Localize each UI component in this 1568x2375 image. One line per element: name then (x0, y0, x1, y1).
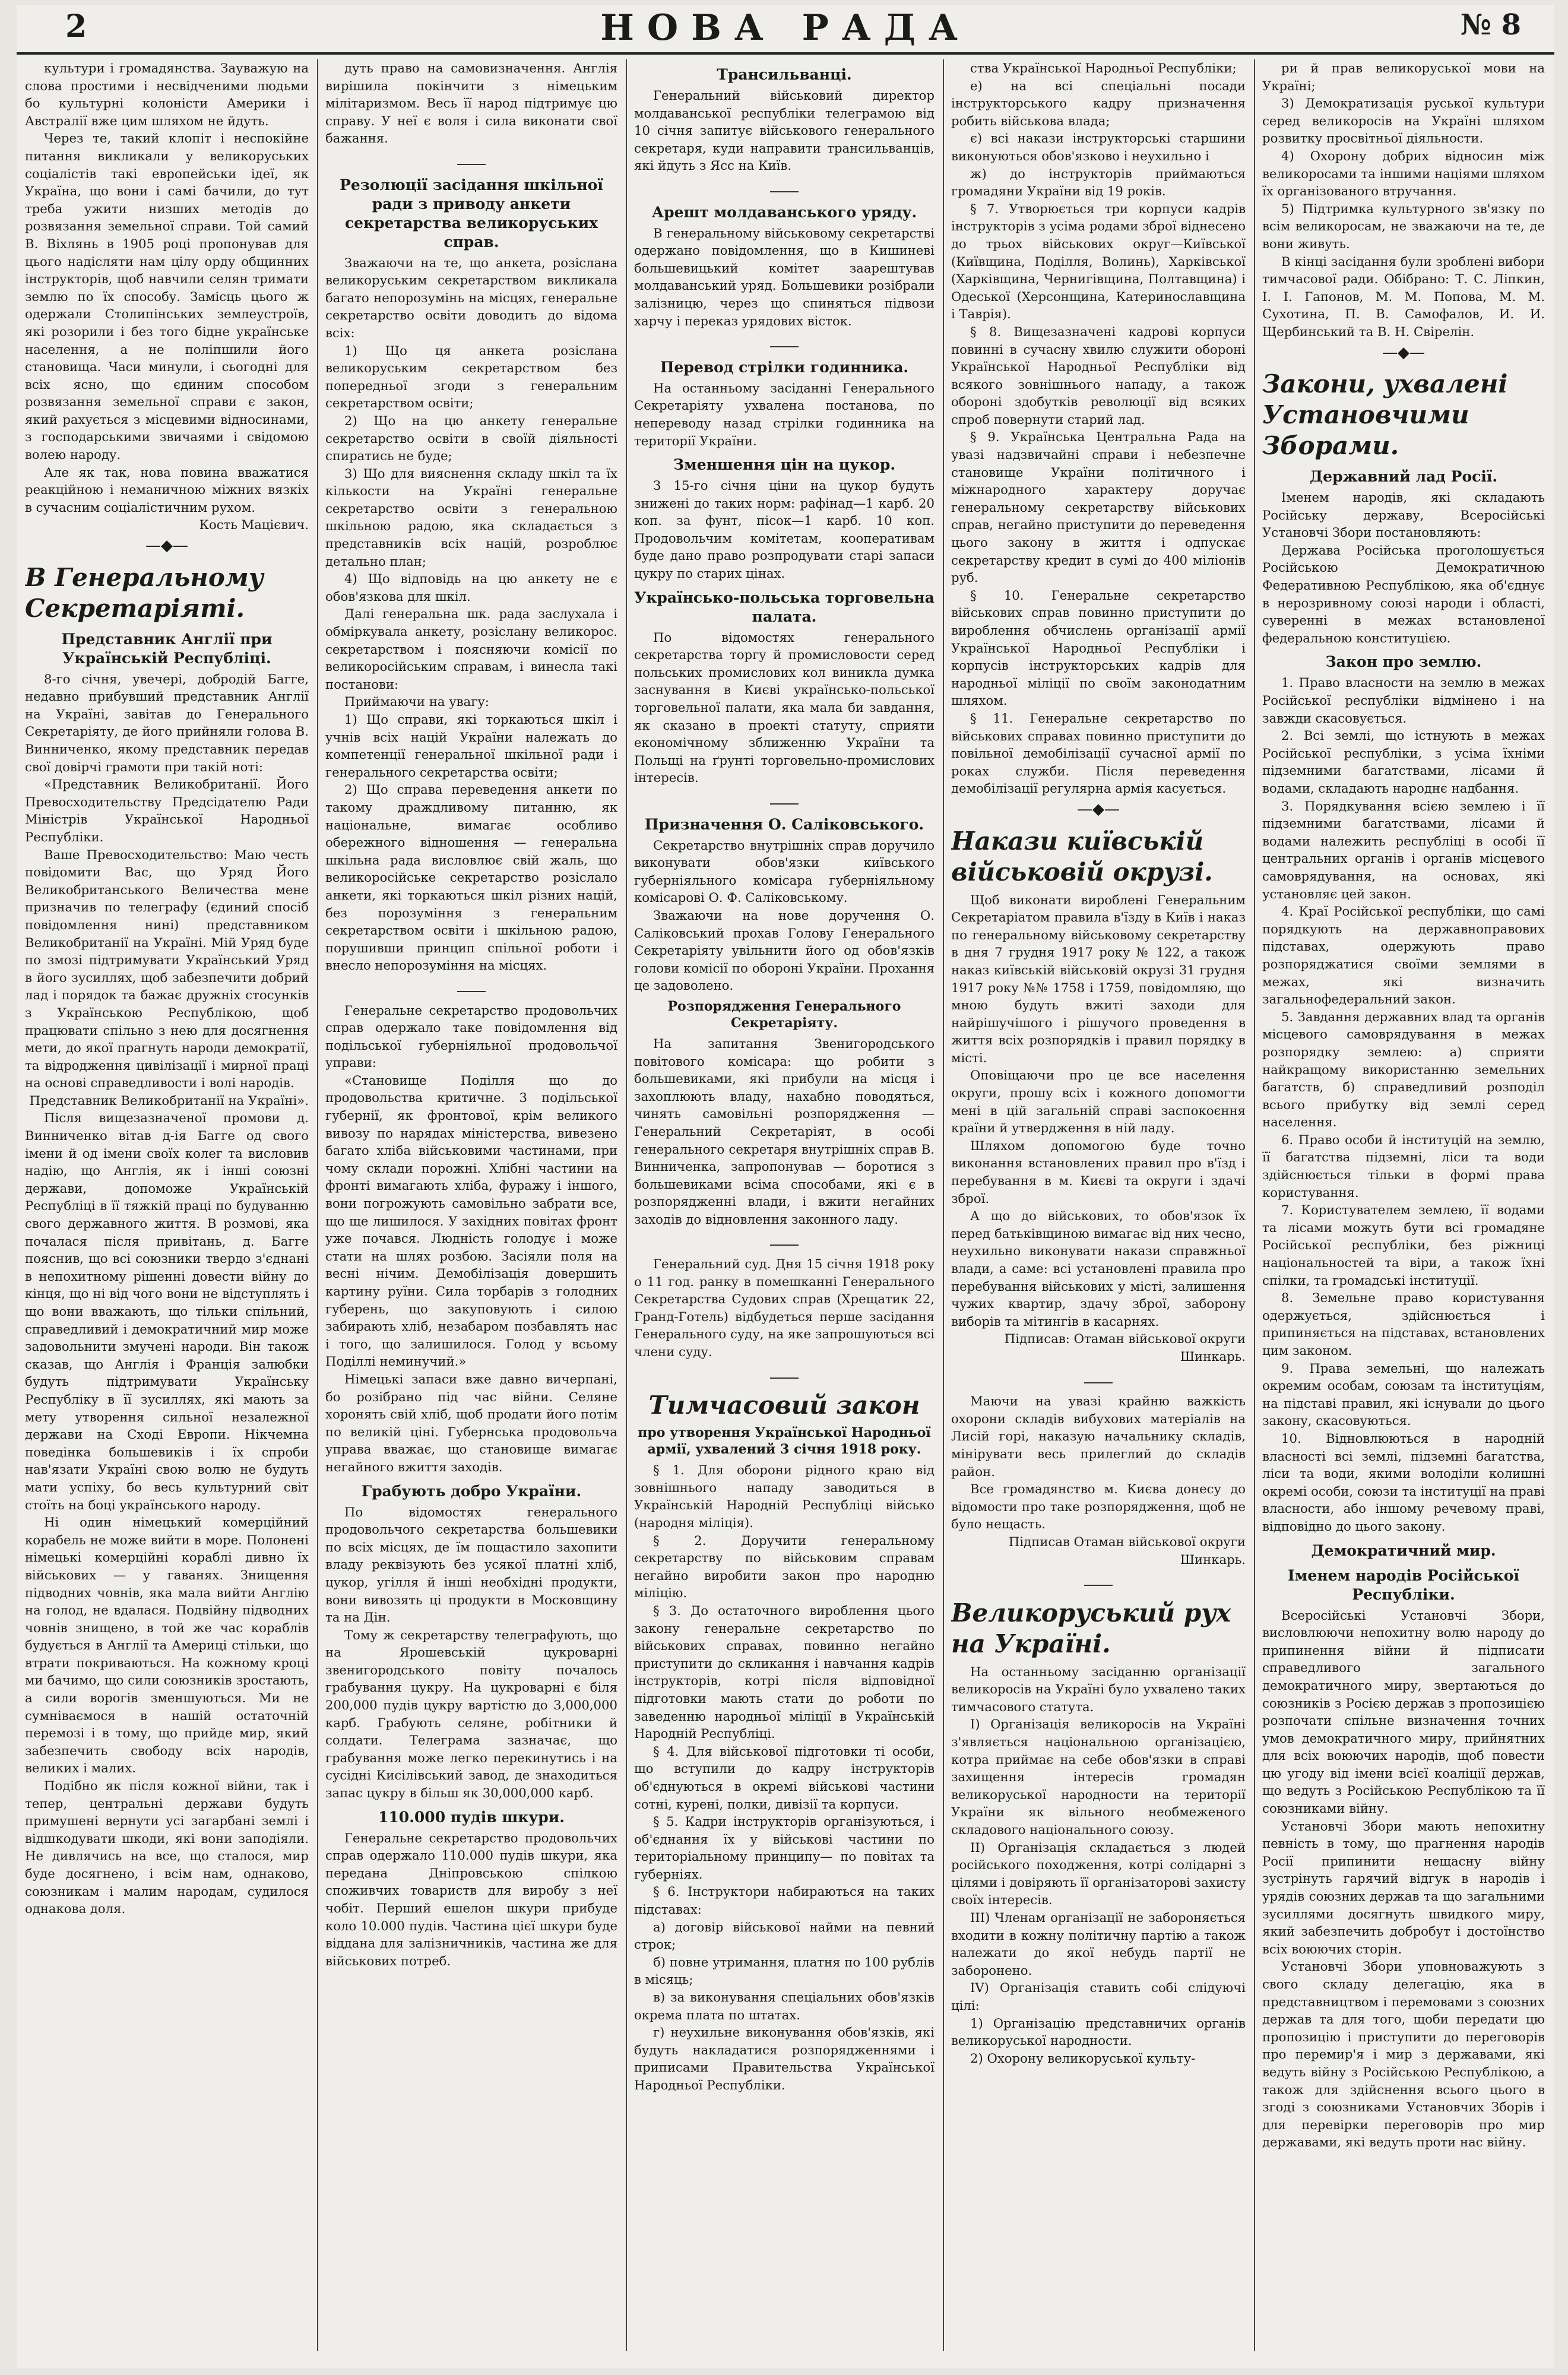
article-paragraph: 6. Право особи й інституцій на землю, її багатства підземні, ліси та води здійснюється тільки в формі права користування. (1262, 1132, 1545, 1200)
issue-number: № 8 (1460, 8, 1521, 42)
article-paragraph: Подібно як після кожної війни, так і тепер, центральні держави будуть примушені вернути усі загарбані землі і відшкодувати шкоди, які вони заподіяли. Не дивлячись на все, що сталося, мир буде досягнено, і всім нам, однаково, союзникам і малим народам, судилося однакова доля. (25, 1778, 309, 1917)
article-paragraph: Щоб виконати вироблені Генеральним Секретаріатом правила в'їзду в Київ і наказ по генеральному військовому секретарству в дня 7 грудня 1917 року № 122, а також наказ київській військовій окрузі 31 грудня 1917 року №№ 1758 і 1759, повідомляю, що мною будуть вжиті заходи для найрішучішого і рішучого проведення в життя всіх розпорядків і правил порядку в місті. (951, 892, 1246, 1065)
article-paragraph: 1) Організацію представничих органів великоруської народности. (951, 2015, 1246, 2048)
article-paragraph: б) повне утримання, платня по 100 рублів в місяць; (634, 1954, 935, 1987)
column-rule (1254, 59, 1255, 2351)
article-paragraph: Через те, такий клопіт і неспокійне питання викликали у великоруських соціалістів такі европейськи ідеї, як Україна, що вони і самі бачили, до тут треба ужити низших методів до розвязання земельної справи. Той самий В. Віхлянь в 1905 році пропонував для цього надісляти нам цілу орду общинних інструкторів, щоб навчили селян тримати землю по їх способу. Замісць цього ж одержали Столипінських землеустроїв, які розорили і без того бідне українське населення, а не поліпшили його становища. Часи минули, і сьогодні для всіх ясно, що єдиним способом розвязання земельної справи є закон, який рахується з місцевими відносинами, з господарськими звичаями і свідомою волею народу. (25, 131, 309, 463)
article-paragraph: § 4. Для військової підготовки ті особи, що вступили до кадру інструкторів об'єднуються в окремі військові частини сотні, курені, полки, дивізії та корпуси. (634, 1743, 935, 1812)
ornament-divider: —◆— (1382, 343, 1425, 362)
article-paragraph: А що до військових, то обов'язок їх перед батьківщиною вимагає від них чесно, неухильно виконувати накази справжньої влади, а саме: всі установлені правила про перебування військових у місті, залишення чужих квартир, здачу зброї, заборону виборів та мітингів в касарнях. (951, 1208, 1246, 1329)
article-paragraph: 9. Права земельні, що належать окремим особам, союзам та інституціям, на підставі правил, які існували до цього закону, скасовуються. (1262, 1360, 1545, 1429)
article-paragraph: 3) Що для вияснення складу шкіл та їх кількости на Україні генеральне секретарство освіти з генеральною шкільною радою, яка складається з представників всіх націй, розроблює детально план; (325, 466, 617, 569)
article-heading: Грабують добро України. (361, 1482, 582, 1500)
masthead (17, 5, 1554, 55)
article-heading: Іменем народів Російської Республіки. (1288, 1566, 1519, 1603)
section-heading: Тимчасовий закон (648, 1391, 920, 1420)
column-2 (325, 59, 617, 2351)
article-paragraph: Шляхом допомогою буде точно виконання встановлених правил про в'їзд і перебування в м. Києві та округи і здачі зброї. (951, 1138, 1246, 1206)
article-paragraph: Зважаючи на нове доручення О. Саліковський прохав Голову Генерального Секретаріяту увільнити його од обов'язків голови комісії по обороні України. Прохання це задоволено. (634, 907, 935, 993)
article-paragraph: 10. Відновлюються в народній власності всі землі, підземні багатства, ліси та води, якими володіли колишні окремі особи, союзи та інституції на праві власности, або іншому речевому праві, відповідно до цього закону. (1262, 1430, 1545, 1534)
article-paragraph: На запитання Звенигородського повітового комісара: що робити з большевиками, які прибули на місця і захоплюють владу, нахабно поводяться, чинять самовільні розпорядження — Генеральний Секретаріят, в особі генерального секретаря внутрішніх справ В. Винниченка, запропонував — боротися з большевиками всіма способами, які є в розпорядженні влади, і вжити негайних заходів до відновлення законного ладу. (634, 1036, 935, 1227)
article-paragraph: Генеральний військовий директор молдаванської республіки телеграмою від 10 січня запитує військового генерального секретаря, куди направити трансильванців, які йдуть з Ясс на Київ. (634, 88, 935, 173)
article-paragraph: 5. Завдання державних влад та органів місцевого самоврядування в межах розпорядку землею: а) сприяти найкращому використанню земельних багатств, б) справедливий розподіл всього прибутку від землі серед населення. (1262, 1009, 1545, 1130)
column-1 (25, 59, 309, 2351)
article-paragraph: По відомостях генерального продовольчого секретарства большевики по всіх місцях, де їм пощастило захопити владу реквізують без усякої платні хліб, цукор, угілля й інші необхідні продукти, вони вивозять ці продукти в Московщину та на Дін. (325, 1504, 617, 1625)
dash-divider (634, 791, 935, 809)
article-paragraph: 4) Що відповідь на цю анкету не є обов'язкова для шкіл. (325, 571, 617, 604)
article-signature: Підписав Отаман військової округи Шинкарь. (1008, 1534, 1246, 1567)
article-heading: про утворення Української Народньої армії, ухвалений 3 січня 1918 року. (638, 1425, 931, 1458)
article-paragraph: 3) Демократизація руської культури серед великоросів на Україні шляхом розвитку просвітньої діяльности. (1262, 96, 1545, 146)
article-paragraph: Німецькі запаси вже давно вичерпані, бо розібрано під час війни. Селяне хоронять свій хліб, щоб продати його потім по великій ціні. Губернська продовольча управа вважає, що становище вимагає негайного вжиття заходів. (325, 1371, 617, 1474)
article-paragraph: Представник Великобританії на Україні». (29, 1092, 309, 1108)
article-paragraph: В кінці засідання були зроблені вибори тимчасової ради. Обібрано: Т. С. Ліпкин, І. І. Гапонов, М. М. Попова, М. М. Сухотина, П. В. Самофалов, И. И. Щербинський та В. Н. Свірелін. (1262, 254, 1545, 339)
article-paragraph: є) всі накази інструкторські старшини виконуються обов'язково і неухильно і (951, 131, 1246, 163)
article-paragraph: По відомостях генерального секретарства торгу й промисловости серед польських промислових кол виникла думка заснування в Києві українсько-польської торговельної палати, яка мала би завдання, як сказано в проекті статуту, сприяти економічному зближенню України та Польщі на ґрунті торговельно-промислових інтересів. (634, 629, 935, 786)
article-paragraph: Ваше Превосходительство: Маю честь повідомити Вас, що Уряд Його Великобританського Величества мене призначив по телеграфу (єдиний спосіб повідомлення нині) представником Великобританії на Україні. Мій Уряд буде по змозі підтримувати Український Уряд в його зусиллях, щоб забезпечити добрий лад і порядок та бажає дружніх стосунків з Українською Республікою, щоб працювати спільно з нею для досягнення мети, до якої прагнуть народи демократії, та відродження цивілізації і мирної праці на основі справедливости і волі народів. (25, 847, 309, 1091)
article-paragraph: Секретарство внутрішніх справ доручило виконувати обов'язки київського губерніяльного комісара губерніяльному комісарові О. Ф. Саліковському. (634, 837, 935, 905)
article-paragraph: 1. Право власности на землю в межах Російської республіки відмінено і на завжди скасовується. (1262, 675, 1545, 726)
column-4 (951, 59, 1246, 2351)
dash-divider (634, 1366, 935, 1383)
column-rule (943, 59, 944, 2351)
article-paragraph: ства Української Народньої Республіки; (970, 61, 1237, 75)
article-paragraph: В генеральному військовому секретарстві одержано повідомлення, що в Кишиневі большевицький комітет заарештував молдаванський уряд. Большевики розібрали залізницю, через що спиняться підвози харчу і переказ урядових вісток. (634, 225, 935, 328)
page-number: 2 (65, 8, 87, 45)
article-paragraph: § 9. Українська Центральна Рада на увазі надзвичайні справи і небезпечне становище України політичного і міжнародного характеру доручає генеральному секретарству військових справ, негайно приступити до переведення цього закону в життя і одпускає секретарству кредит в сумі до 400 міліонів руб. (951, 429, 1246, 585)
article-paragraph: § 7. Утворюється три корпуси кадрів інструкторів з усіма родами зброї віднесено до трьох військових округ—Київської (Київщина, Поділля, Волинь), Харківської (Харківщина, Чернигівщина, Полтавщина) і Одеської (Херсонщина, Катеринославщина і Таврія). (951, 201, 1246, 322)
article-paragraph: 3. Порядкування всією землею і її підземними багатствами, лісами й водами належить республіці в особі її центральних органів і органів місцевого самоврядування, на основах, які установляє цей закон. (1262, 798, 1545, 901)
article-paragraph: Генеральне секретарство продовольчих справ одержало таке повідомлення від подільської губерніяльної продовольчої управи: (325, 1002, 617, 1071)
article-paragraph: ри й прав великоруської мови на Україні; (1262, 61, 1545, 93)
article-paragraph: 7. Користувателем землею, її водами та лісами можуть бути всі громадяне Російської республіки, без ріжниці національностей та віри, а також їхні спілки, та громадські інституції. (1262, 1202, 1545, 1288)
article-paragraph: § 5. Кадри інструкторів організуються, і об'єднання їх у військові частини по територіальному принципу— по повітах та губерніях. (634, 1814, 935, 1882)
article-paragraph: «Становище Поділля що до продовольства критичне. 3 подільської губернії, як фронтової, крім великого вивозу по нарядах міністерства, вивезено багато хліба військовими частинами, при чому склади порожні. Хлібні частини на фронті вимагають хліба, фуражу і іншого, вони погрожують самовільно забрати все, що ще лишилося. У західних повітах фронт уже почався. Людність голодує і може стати на шлях розбою. Засіяли поля на весні нічим. Демобілізація довершить картину руїни. Сила торбарів з голодних губерень, що закуповують і силою забирають хліб, незабаром позбавлять нас і того, що залишилося. Голод у всьому Поділлі неминучий.» (325, 1072, 617, 1369)
article-paragraph: культури і громадянства. Зауважую на слова простими і несвідченими людьми бо культурні колоністи Америки і Австралії вже цим шляхом не йдуть. (25, 61, 309, 128)
article-paragraph: 2) Охорону великоруської культу- (970, 2050, 1196, 2066)
article-paragraph: Після вищезазначеної промови д. Винниченко вітав д-ія Багге од свого імени й од імени своїх колег та висловив надію, що Англія, як і інші союзні держави, допоможе Українській Республіці в її тяжкій праці по будуванню свого державного життя. В розмові, яка почалася після привітань, д. Багге пояснив, що всі союзники твердо з'єднані в непохитному рішенні довести війну до кінця, що ні від чого вони не відступлять і що вони вважають, що тільки спільний, справедливий і демократичний мир може задовольнити змучені народи. Він також сказав, що Англія і Франція залюбки будуть підтримувати Українську Республіку в її зусиллях, які мають за мету утворення сильної незалежної держави на Сході Европи. Нікчемна поведінка большевиків і їх спроби нав'язати Україні свою волю не будуть мати успіху, бо весь культурний світ стоїть на боці українського народу. (25, 1110, 309, 1512)
article-paragraph: III) Членам організації не забороняється входити в кожну політичну партію а також належати до якої небудь партії не заборонено. (951, 1910, 1246, 1978)
article-paragraph: 1) Що справи, які торкаються шкіл і учнів всіх націй України належать до компетенції генеральної шкільної ради і генерального секретарства освіти; (325, 712, 617, 780)
article-heading: Демократичний мир. (1311, 1541, 1496, 1559)
article-signature: Підписав: Отаман військової округи Шинкарь. (1004, 1331, 1246, 1364)
article-heading: Представник Англії при Українській Республіці. (61, 630, 273, 667)
article-paragraph: II) Організація складається з людей російського походження, котрі солідарні з цілями і довіряють її організаторові захисту своїх інтересів. (951, 1839, 1246, 1908)
article-heading: Призначення О. Саліковського. (644, 815, 924, 833)
article-paragraph: З 15-го січня ціни на цукор будуть знижені до таких норм: рафінад—1 карб. 20 коп. за фунт, пісок—1 карб. 10 коп. Продовольчим комітетам, кооперативам буде дано право розпродувати старі запаси цукру по старих цінах. (634, 478, 935, 581)
article-paragraph: 1) Що ця анкета розіслана великоруським секретарством без попередньої згоди з генеральним секретарством освіти; (325, 343, 617, 411)
article-paragraph: 2. Всі землі, що істнують в межах Російської республіки, з усіма їхніми підземними багатствами, лісами й водами, складають народнє надбання. (1262, 728, 1545, 796)
article-paragraph: Держава Російська проголошується Російською Демократичною Федеративною Республікою, яка об'єднує в нерозривному союзі народи і області, суверенні в межах встановленої федеральною конституцією. (1262, 542, 1545, 645)
section-heading: Великоруський рух на Україні. (951, 1598, 1231, 1658)
article-paragraph: Генеральне секретарство продовольчих справ одержало 110.000 пудів шкури, яка передана Дніпровською спілкою споживчих товариств для виробу з неї чобіт. Перший ешелон шкури прибуде коло 10.000 пудів. Частина цієї шкури буде віддана для залізничників, частина же для військових потреб. (325, 1830, 617, 1968)
article-heading: Державний лад Росії. (1309, 468, 1498, 486)
dash-divider (951, 1573, 1246, 1591)
article-paragraph: § 6. Інструктори набираються на таких підставах: (634, 1884, 935, 1917)
column-rule (317, 59, 318, 2351)
newspaper-page (17, 5, 1554, 2368)
article-signature: Кость Мацієвич. (199, 517, 309, 533)
article-paragraph: г) неухильне виконування обов'язків, які будуть накладатися розпорядженнями і приписами Правительства Української Народньої Республіки. (634, 2025, 935, 2092)
article-heading: Перевод стрілки годинника. (660, 358, 909, 376)
article-paragraph: § 10. Генеральне секретарство військових справ повинно приступити до вироблення обчислень організації армії Української Народньої Республіки і корпусів інструкторських кадрів для народньої міліції по своїм законодатним шляхом. (951, 587, 1246, 708)
article-paragraph: § 11. Генеральне секретарство по військових справах повинно приступити до повільної демобілізації сучасної армії по роках служби. Після переведення демобілізації регулярна армія касується. (951, 710, 1246, 796)
article-heading: Трансильванці. (717, 66, 852, 83)
article-paragraph: 5) Підтримка культурного зв'язку по всім великоросам, не зважаючи на те, де вони живуть. (1262, 201, 1545, 251)
article-paragraph: Установчі Збори мають непохитну певність в тому, що прагнення народів Росії припинити нещасну війну зустрінуть гарячий відгук в народів і урядів союзних держав та що загальними зусиллями досягнуть швидкого миру, який забезпечить добробут і достоїнство всіх воюючих сторін. (1262, 1818, 1545, 1956)
article-paragraph: а) договір військової найми на певний строк; (634, 1919, 935, 1952)
column-3 (634, 59, 935, 2351)
ornament-divider: —◆— (1077, 800, 1120, 818)
article-paragraph: Всеросійські Установчі Збори, висловлюючи непохитну волю народу до припинення війни й підписати справедливого загального демократичного миру, звертаються до союзників з Росією держав з пропозицією розпочати спільне визначення точних умов демократичного миру, прийнятних для всіх воюючих народів, щоб повести цю угоду від імени всієї коаліції держав, що ведуть з Російською Республікою та її союзниками війну. (1262, 1607, 1545, 1816)
article-paragraph: 2) Що справа переведення анкети по такому драждливому питанню, як національне, вимагає особливо обережного відношення — генеральна шкільна рада висловлює свій жаль, що великоросійське секретарство розіслало анкети, які торкаються шкіл різних націй, без порозуміння з генеральним секретарством освіти і шкільною радою, порушивши принцип спільної роботи і внесло непорозуміння на місцях. (325, 782, 617, 973)
article-heading: Розпорядження Генерального Секретаріяту. (667, 998, 901, 1031)
dash-divider (634, 334, 935, 352)
article-paragraph: Але як так, нова повина вважатися реакційною і неманичною міжних вязкіх в сучасним соціалістичним рухом. (25, 464, 309, 515)
article-paragraph: § 1. Для оборони рідного краю від зовнішнього нападу заводиться в Українській Народній Республіці військо (народня міліція). (634, 1462, 935, 1530)
article-paragraph: 4. Краї Російської республіки, що самі порядкують на державноправових підставах, одержують право розпоряджатися своїми землями в межах, які визначить загальнофедеральний закон. (1262, 904, 1545, 1007)
dash-divider (325, 152, 617, 170)
article-paragraph: § 2. Доручити генеральному секретарству по військовим справам негайно виробити закон про народню міліцію. (634, 1532, 935, 1601)
article-paragraph: «Представник Великобританії. Його Превосходительству Предсідателю Ради Міністрів Української Народньої Республіки. (25, 777, 309, 844)
column-5 (1262, 59, 1545, 2351)
article-paragraph: Оповіщаючи про це все населення округи, прошу всіх і кожного допомогти мені в цій загальній справі заспокоєння країни й утвердження в ній ладу. (951, 1068, 1246, 1136)
article-paragraph: На останньому засіданні Генерального Секретаріяту ухвалена постанова, по непереводу назад стрілки годинника на території України. (634, 380, 935, 448)
article-heading: Резолюції засідання шкільної ради з приводу анкети секретарства великоруських справ. (340, 176, 603, 251)
article-paragraph: IV) Організація ставить собі слідуючі цілі: (951, 1980, 1246, 2013)
article-paragraph: Установчі Збори уповноважують з свого складу делегацію, яка в представництвом і перемовами з союзних держав та для того, щоби передати цю пропозицію і приступити до переговорів про перемир'я і мир з державами, які ведуть війну з Російською Республікою, а також для здійснення всього цього в згоді з союзниками Установчих Зборів і для перевірки переговорів про мир державами, які ведуть проти нас війну. (1262, 1959, 1545, 2150)
column-rule (626, 59, 627, 2351)
article-paragraph: 4) Охорону добрих відносин між великоросами та іншими націями шляхом їх організованого втручання. (1262, 148, 1545, 199)
article-heading: 110.000 пудів шкури. (378, 1808, 565, 1826)
article-paragraph: Ні один німецький комерційний корабель не може вийти в море. Полонені німецькі комерційні кораблі дивно їх військових — у гаванях. Знищення підводних човнів, яка мала вийти Англію на голод, не вдалася. Подвійну підводних човнів знищено, в той же час кораблів будується в Англії та Америці стільки, що втрати покриваються. На кожному кроці ми бачимо, що сили союзників зростають, а сили ворогів зменшуються. Ми не сумніваємося в нашій остаточній перемозі і в тому, що прийде мир, який забезпечить свободу всіх народів, великих і малих. (25, 1515, 309, 1776)
dash-divider (634, 179, 935, 197)
article-paragraph: Приймаючи на увагу: (344, 694, 489, 710)
article-heading: Арешт молдаванського уряду. (651, 203, 917, 221)
article-paragraph: Генеральний суд. Дня 15 січня 1918 року о 11 год. ранку в помешканні Генерального Секретарства Судових справ (Хрещатик 22, Гранд-Готель) відбудеться перше засідання Генерального суду, на яке запрошуються всі члени суду. (634, 1256, 935, 1360)
article-heading: Українсько-польська торговельна палата. (634, 588, 935, 625)
article-paragraph: дуть право на самовизначення. Англія вирішила покінчити з німецьким мілітаризмом. Весь її народ підтримує цю справу. У неї є воля і сила виконати свої бажання. (325, 61, 617, 146)
article-paragraph: 2) Що на цю анкету генеральне секретарство освіти в своїй діяльності спиратись не буде; (325, 413, 617, 464)
article-paragraph: 8-го січня, увечері, добродій Багге, недавно прибувший представник Англії на Україні, завітав до Генерального Секретаріяту, де його прийняли голова В. Винниченко, якому представник передав свої довірчі грамоти при такій ноті: (25, 671, 309, 774)
article-paragraph: § 8. Вищезазначені кадрові корпуси повинні в сучасну хвилю служити обороні Української Народньої Республіки від всякого зовнішнього нападу, а також обороні здобутків революції від всяких спроб повернути старий лад. (951, 324, 1246, 427)
article-paragraph: е) на всі спеціальні посади інструкторського кадру призначення робить військова влада; (951, 78, 1246, 128)
article-paragraph: § 3. До остаточного вироблення цього закону генеральне секретарство по військових справах, повинно негайно приступити до скликання і навчання кадрів інструкторів, котрі після відповідної підготовки мають стати до роботи по заведенню народньої міліції в Українській Народній Республіці. (634, 1603, 935, 1741)
article-paragraph: Тому ж секретарству телеграфують, що на Ярошевській цукроварні звенигородського повіту почалось грабування цукру. На цукроварні є біля 200,000 пудів цукру вартістю до 3,000,000 карб. Грабують селяне, робітники й солдати. Телеграма зазначає, що грабування може легко перекинутись і на сусідні Кисілівський завод, де знаходиться запас цукру в більш як 30,000,000 карб. (325, 1627, 617, 1801)
section-heading: Накази київській військовій окрузі. (951, 826, 1213, 886)
article-heading: Закон про землю. (1325, 653, 1482, 671)
article-paragraph: 8. Земельне право користування одержується, здійснюється і припиняється на підставах, встановлених цим законом. (1262, 1290, 1545, 1358)
article-paragraph: На останньому засіданню організації великоросів на Україні було ухвалено таких тимчасового статута. (951, 1664, 1246, 1714)
article-heading: Зменшення цін на цукор. (673, 456, 896, 474)
section-heading: Закони, ухвалені Установчими Зборами. (1262, 369, 1508, 461)
article-paragraph: Зважаючи на те, що анкета, розіслана великоруським секретарством викликала багато непорозумінь на місцях, генеральне секретарство освіти доводить до відома всіх: (325, 255, 617, 340)
section-heading: В Генеральному Секретаріяті. (25, 562, 264, 623)
article-paragraph: Далі генеральна шк. рада заслухала і обміркувала анкету, розіслану великорос. секретарством і поясняючи комісії по великоросійським справам, і винесла такі постанови: (325, 606, 617, 692)
article-paragraph: Все громадянство м. Києва донесу до відомости про таке розпорядження, щоб не було нещасть. (951, 1481, 1246, 1532)
dash-divider (634, 1233, 935, 1250)
article-paragraph: I) Організація великоросів на Україні з'являється національною організацією, котра приймає на себе обов'язки в справі захищення інтересів громадян великоруської народности на території України як вільного необмеженого складового національного союзу. (951, 1717, 1246, 1838)
article-paragraph: Маючи на увазі крайню важкість охорони складів вибухових матеріалів на Лисій горі, наказую начальнику складів, мінірувати весь прилеглий до складів район. (951, 1394, 1246, 1479)
dash-divider (951, 1370, 1246, 1388)
article-paragraph: Іменем народів, які складають Російську державу, Всеросійські Установчі Збори постановляють: (1262, 490, 1545, 540)
newspaper-title: НОВА РАДА (600, 7, 971, 49)
article-paragraph: ж) до інструкторів приймаються громадяни України від 19 років. (951, 166, 1246, 199)
ornament-divider: —◆— (145, 537, 188, 555)
dash-divider (325, 979, 617, 997)
article-paragraph: в) за виконування спеціальних обов'язків окрема плата по штатах. (634, 1990, 935, 2022)
